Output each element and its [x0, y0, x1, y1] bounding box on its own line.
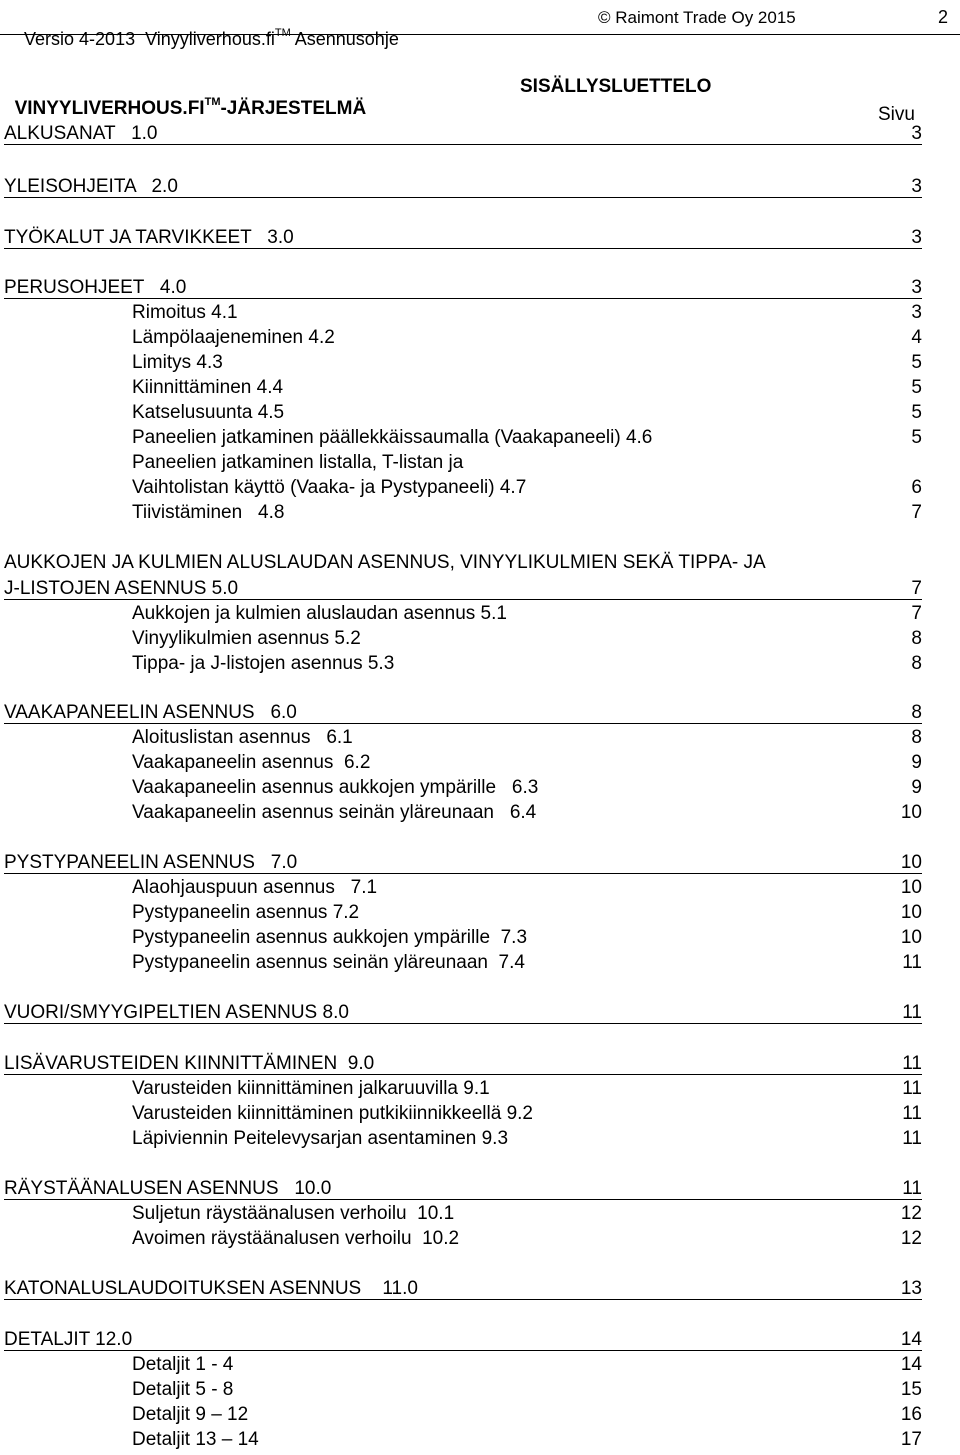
- subsection-page-number: 8: [911, 628, 922, 649]
- subsection-label: Paneelien jatkaminen listalla, T-listan ja: [132, 452, 464, 473]
- section-label: KATONALUSLAUDOITUKSEN ASENNUS 11.0: [4, 1278, 418, 1299]
- subsection-page-number: 15: [900, 1379, 922, 1400]
- section-label: RÄYSTÄÄNALUSEN ASENNUS 10.0: [4, 1178, 332, 1199]
- section-underline: [4, 298, 922, 299]
- system-title: VINYYLIVERHOUS.FI™-JÄRJESTELMÄ: [14, 95, 367, 119]
- subsection-page-number: 5: [911, 427, 922, 448]
- section-label: PYSTYPANEELIN ASENNUS 7.0: [4, 852, 298, 873]
- subsection-label: Suljetun räystäänalusen verhoilu 10.1: [132, 1203, 455, 1224]
- section-underline: [4, 723, 922, 724]
- section-page-number: 3: [911, 123, 922, 144]
- section-label: TYÖKALUT JA TARVIKKEET 3.0: [4, 227, 294, 248]
- subsection-label: Limitys 4.3: [132, 352, 223, 373]
- section-page-number: 7: [911, 578, 922, 599]
- section-underline: [4, 1350, 922, 1351]
- subsection-label: Alaohjauspuun asennus 7.1: [132, 877, 378, 898]
- subsection-label: Katselusuunta 4.5: [132, 402, 285, 423]
- subsection-page-number: 11: [902, 1103, 922, 1124]
- subsection-page-number: 10: [900, 877, 922, 898]
- subsection-label: Detaljit 5 - 8: [132, 1379, 234, 1400]
- subsection-page-number: 4: [911, 327, 922, 348]
- section-label: VUORI/SMYYGIPELTIEN ASENNUS 8.0: [4, 1002, 349, 1023]
- subsection-label: Paneelien jatkaminen päällekkäissaumalla (Vaakapaneeli) 4.6: [132, 427, 653, 448]
- subsection-page-number: 7: [911, 502, 922, 523]
- subsection-label: Tiivistäminen 4.8: [132, 502, 285, 523]
- subsection-label: Detaljit 13 – 14: [132, 1429, 259, 1450]
- subsection-label: Detaljit 1 - 4: [132, 1354, 234, 1375]
- subsection-label: Pystypaneelin asennus 7.2: [132, 902, 360, 923]
- section-label-continued: J-LISTOJEN ASENNUS 5.0: [4, 578, 239, 599]
- section-underline: [4, 1199, 922, 1200]
- section-underline: [4, 144, 922, 145]
- subsection-page-number: 5: [911, 352, 922, 373]
- subsection-label: Pystypaneelin asennus seinän yläreunaan 7.4: [132, 952, 525, 973]
- page-column-label: Sivu: [878, 104, 915, 125]
- section-label: VAAKAPANEELIN ASENNUS 6.0: [4, 702, 297, 723]
- page-header: [0, 0, 960, 49]
- section-underline: [4, 599, 922, 600]
- header-page-number: 2: [938, 7, 949, 27]
- section-label: DETALJIT 12.0: [4, 1329, 133, 1350]
- subsection-page-number: 7: [911, 603, 922, 624]
- section-underline: [4, 248, 922, 249]
- section-underline: [4, 197, 922, 198]
- section-label: PERUSOHJEET 4.0: [4, 277, 187, 298]
- subsection-page-number: 9: [911, 777, 922, 798]
- subsection-page-number: 14: [900, 1354, 922, 1375]
- subsection-page-number: 3: [911, 302, 922, 323]
- section-page-number: 3: [911, 277, 922, 298]
- section-label: LISÄVARUSTEIDEN KIINNITTÄMINEN 9.0: [4, 1053, 375, 1074]
- subsection-label: Avoimen räystäänalusen verhoilu 10.2: [132, 1228, 460, 1249]
- subsection-page-number: 8: [911, 653, 922, 674]
- subsection-label: Tippa- ja J-listojen asennus 5.3: [132, 653, 395, 674]
- header-version: Versio 4-2013 Vinyyliverhous.fi™ Asennusohje: [24, 27, 399, 49]
- section-page-number: 8: [911, 702, 922, 723]
- subsection-page-number: 12: [900, 1203, 922, 1224]
- subsection-label: Lämpölaajeneminen 4.2: [132, 327, 335, 348]
- subsection-page-number: 9: [911, 752, 922, 773]
- section-label: ALKUSANAT 1.0: [4, 123, 158, 144]
- section-page-number: 11: [902, 1053, 922, 1074]
- subsection-page-number: 11: [902, 1078, 922, 1099]
- subsection-label: Aloituslistan asennus 6.1: [132, 727, 353, 748]
- subsection-page-number: 5: [911, 402, 922, 423]
- section-page-number: 11: [902, 1178, 922, 1199]
- subsection-label: Vaakapaneelin asennus aukkojen ympärille 6.3: [132, 777, 539, 798]
- section-underline: [4, 873, 922, 874]
- subsection-label: Kiinnittäminen 4.4: [132, 377, 284, 398]
- subsection-page-number: 6: [911, 477, 922, 498]
- section-label: YLEISOHJEITA 2.0: [4, 176, 178, 197]
- subsection-page-number: 16: [900, 1404, 922, 1425]
- subsection-label: Varusteiden kiinnittäminen jalkaruuvilla 9.1: [132, 1078, 490, 1099]
- subsection-page-number: 8: [911, 727, 922, 748]
- subsection-label: Vinyylikulmien asennus 5.2: [132, 628, 361, 649]
- subsection-label: Pystypaneelin asennus aukkojen ympärille 7.3: [132, 927, 528, 948]
- section-underline: [4, 1074, 922, 1075]
- section-underline: [4, 1023, 922, 1024]
- section-underline: [4, 1299, 922, 1300]
- subsection-page-number: 10: [900, 802, 922, 823]
- subsection-label: Detaljit 9 – 12: [132, 1404, 249, 1425]
- section-page-number: 3: [911, 176, 922, 197]
- subsection-page-number: 10: [900, 902, 922, 923]
- subsection-label: Vaihtolistan käyttö (Vaaka- ja Pystypaneeli) 4.7: [132, 477, 527, 498]
- subsection-label: Vaakapaneelin asennus 6.2: [132, 752, 371, 773]
- subsection-label: Läpiviennin Peitelevysarjan asentaminen 9.3: [132, 1128, 509, 1149]
- subsection-label: Aukkojen ja kulmien aluslaudan asennus 5.1: [132, 603, 507, 624]
- subsection-label: Varusteiden kiinnittäminen putkikiinnikkeellä 9.2: [132, 1103, 533, 1124]
- subsection-label: Vaakapaneelin asennus seinän yläreunaan 6.4: [132, 802, 537, 823]
- subsection-page-number: 11: [902, 1128, 922, 1149]
- section-page-number: 11: [902, 1002, 922, 1023]
- subsection-label: Rimoitus 4.1: [132, 302, 238, 323]
- section-label: AUKKOJEN JA KULMIEN ALUSLAUDAN ASENNUS, VINYYLIKULMIEN SEKÄ TIPPA- JA: [4, 552, 766, 573]
- subsection-page-number: 5: [911, 377, 922, 398]
- toc-title: SISÄLLYSLUETTELO: [520, 76, 712, 97]
- section-page-number: 14: [900, 1329, 922, 1350]
- header-copyright: © Raimont Trade Oy 2015: [598, 8, 796, 27]
- subsection-page-number: 10: [900, 927, 922, 948]
- subsection-page-number: 11: [902, 952, 922, 973]
- subsection-page-number: 12: [900, 1228, 922, 1249]
- subsection-page-number: 17: [900, 1429, 922, 1450]
- section-page-number: 13: [900, 1278, 922, 1299]
- section-page-number: 3: [911, 227, 922, 248]
- section-page-number: 10: [900, 852, 922, 873]
